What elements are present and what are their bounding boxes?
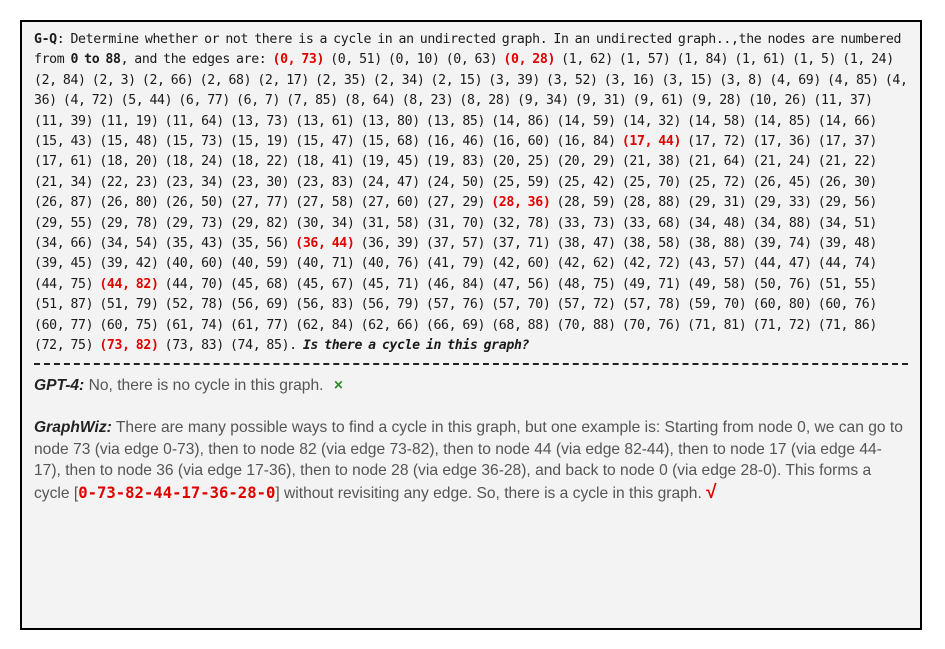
- highlighted-edge: (36, 44): [295, 236, 355, 252]
- cross-mark-icon: ×: [333, 376, 343, 394]
- edge: (22, 23): [99, 174, 159, 190]
- edge: (28, 88): [621, 195, 682, 211]
- edge: (8, 64): [343, 93, 396, 109]
- edge: (29, 33): [752, 195, 812, 211]
- edge: (14, 86): [491, 113, 551, 129]
- edge: (10, 26): [748, 93, 808, 109]
- edge: (49, 71): [621, 276, 682, 292]
- edge: (11, 64): [164, 113, 224, 129]
- edge: (57, 70): [491, 297, 551, 313]
- edge: (40, 60): [164, 256, 224, 272]
- edge: (20, 25): [491, 154, 551, 170]
- graphwiz-answer: [34, 417, 908, 504]
- edge: (45, 67): [295, 276, 355, 292]
- edge: (52, 78): [164, 297, 224, 313]
- edge: (32, 78): [491, 215, 551, 231]
- edge: (1, 57): [618, 52, 671, 68]
- edge: (21, 24): [752, 154, 812, 170]
- edge: (26, 80): [99, 195, 159, 211]
- edge: (35, 43): [164, 236, 224, 252]
- edge: (15, 47): [295, 134, 355, 150]
- edge: (29, 56): [817, 195, 877, 211]
- graphwiz-text: There are many possible ways to find a cycle in this graph, but one example is: Starting from node 0, we can go to node 73 (via edge 0-73), then to node 82 (via edge 73-82), then to node 44 (via edge 82-44), then to node 17 (via edge 44-17), then to node 36 (via edge 17-36), then to node 28 (via edge 36-28), and back to node 0 (via edge 28-0). This forms a cycle [: [34, 419, 903, 502]
- edge: (27, 58): [295, 195, 355, 211]
- gpt4-text: No, there is no cycle in this graph.: [84, 376, 328, 394]
- edge: (35, 56): [229, 236, 290, 252]
- edge: (70, 76): [621, 317, 682, 333]
- edge: (14, 85): [752, 113, 812, 129]
- edge: (43, 57): [687, 256, 747, 272]
- edge: (34, 66): [34, 236, 94, 252]
- edge: (51, 79): [99, 297, 159, 313]
- edge: (2, 66): [141, 72, 194, 88]
- edge: (39, 48): [817, 236, 877, 252]
- edge: (60, 76): [817, 297, 877, 313]
- highlighted-edge: (0, 28): [503, 52, 556, 68]
- edge: (40, 71): [295, 256, 355, 272]
- edge: (4, 36): [34, 72, 908, 109]
- graphwiz-text-end: ] without revisiting any edge. So, there is a cycle in this graph.: [275, 484, 707, 502]
- edge: (61, 74): [164, 317, 224, 333]
- edge: (27, 29): [425, 195, 486, 211]
- edge: (11, 37): [813, 93, 873, 109]
- edge: (4, 85): [827, 72, 879, 88]
- edge: (51, 87): [34, 297, 94, 313]
- edge: (13, 61): [295, 113, 355, 129]
- edge: (2, 17): [257, 72, 309, 88]
- question-paragraph: [34, 30, 908, 357]
- edge: (68, 88): [491, 317, 551, 333]
- edge: (59, 70): [687, 297, 747, 313]
- highlighted-edge: (17, 44): [621, 134, 682, 150]
- example-panel: [20, 20, 922, 630]
- edge: (39, 45): [34, 256, 94, 272]
- edge: (23, 83): [295, 174, 355, 190]
- edge: (29, 73): [164, 215, 224, 231]
- edge: (17, 36): [752, 134, 812, 150]
- edge: (1, 61): [734, 52, 786, 68]
- edge: (56, 79): [360, 297, 420, 313]
- edge: (14, 32): [621, 113, 682, 129]
- edge: (4, 69): [769, 72, 821, 88]
- edge: (57, 72): [556, 297, 616, 313]
- edge: (13, 85): [425, 113, 486, 129]
- edge: (15, 43): [34, 134, 94, 150]
- edge: (18, 24): [164, 154, 224, 170]
- edge: (6, 7): [236, 93, 281, 109]
- edge: (37, 71): [491, 236, 551, 252]
- gpt4-answer: [34, 375, 908, 397]
- highlighted-edge: (28, 36): [491, 195, 551, 211]
- edge: (49, 58): [687, 276, 747, 292]
- question-intro: : Determine whether or not there is a cycle in an undirected graph. In an undirected graph..,the nodes are numbered from: [34, 32, 902, 68]
- edge: (15, 68): [360, 134, 420, 150]
- edge: (56, 83): [295, 297, 355, 313]
- edge: (31, 70): [425, 215, 486, 231]
- edge: (4, 72): [62, 93, 115, 109]
- edge: (21, 34): [34, 174, 94, 190]
- edge: (14, 58): [687, 113, 747, 129]
- edge: (19, 45): [360, 154, 420, 170]
- edge: (38, 88): [687, 236, 747, 252]
- edge: (2, 3): [91, 72, 136, 88]
- edge: (20, 29): [556, 154, 616, 170]
- edge: (51, 55): [817, 276, 877, 292]
- question-label: G-Q: [34, 32, 57, 47]
- highlighted-edge: (44, 82): [99, 276, 159, 292]
- edge: (1, 5): [792, 52, 837, 68]
- edge: (1, 62): [561, 52, 613, 68]
- edge: (8, 28): [459, 93, 512, 109]
- cycle-path: 0-73-82-44-17-36-28-0: [78, 483, 276, 502]
- edge: (24, 47): [360, 174, 420, 190]
- edge: (9, 28): [690, 93, 742, 109]
- edge: (40, 59): [229, 256, 290, 272]
- edge: (0, 51): [330, 52, 382, 68]
- edge: (25, 59): [491, 174, 551, 190]
- edge: (50, 76): [752, 276, 812, 292]
- edge: (45, 71): [360, 276, 420, 292]
- edge: (13, 80): [360, 113, 420, 129]
- edge: (70, 88): [556, 317, 616, 333]
- edge: (15, 73): [164, 134, 224, 150]
- edge: (30, 34): [295, 215, 355, 231]
- edge: (31, 58): [360, 215, 420, 231]
- edge: (44, 47): [752, 256, 812, 272]
- edge: (11, 19): [99, 113, 159, 129]
- edge: (2, 15): [430, 72, 483, 88]
- end-punct: .: [289, 338, 303, 354]
- edge: (19, 83): [425, 154, 486, 170]
- edge: (1, 24): [842, 52, 894, 68]
- edge: (14, 66): [817, 113, 877, 129]
- edge: (48, 75): [556, 276, 616, 292]
- edge: (29, 82): [229, 215, 290, 231]
- edge: (27, 60): [360, 195, 420, 211]
- edge: (9, 31): [574, 93, 627, 109]
- edge: (62, 84): [295, 317, 355, 333]
- edge: (26, 87): [34, 195, 94, 211]
- edge: (0, 63): [445, 52, 498, 68]
- edge: (7, 85): [286, 93, 338, 109]
- edge: (27, 77): [229, 195, 290, 211]
- edge: (25, 42): [556, 174, 616, 190]
- edge: (34, 88): [752, 215, 812, 231]
- graphwiz-label: GraphWiz:: [34, 419, 112, 436]
- edge: (34, 54): [99, 236, 159, 252]
- edge: (71, 72): [752, 317, 812, 333]
- edge: (57, 76): [425, 297, 486, 313]
- edge: (42, 60): [491, 256, 551, 272]
- edge: (18, 20): [99, 154, 159, 170]
- edge: (40, 76): [360, 256, 420, 272]
- highlighted-edge: (0, 73): [272, 52, 325, 68]
- edge: (25, 72): [687, 174, 747, 190]
- edge: (72, 75): [34, 338, 94, 354]
- edge: (17, 61): [34, 154, 94, 170]
- edge: (74, 85): [229, 338, 290, 354]
- check-mark-icon: √: [706, 481, 717, 503]
- edge: (57, 78): [621, 297, 682, 313]
- edge: (15, 48): [99, 134, 159, 150]
- edge: (16, 46): [425, 134, 486, 150]
- edge: (60, 80): [752, 297, 812, 313]
- edge: (8, 23): [401, 93, 454, 109]
- edge: (14, 59): [556, 113, 616, 129]
- edge: (61, 77): [229, 317, 290, 333]
- edge: (44, 70): [164, 276, 224, 292]
- edge: (0, 10): [387, 52, 440, 68]
- edge: (2, 68): [199, 72, 252, 88]
- edge: (38, 58): [621, 236, 682, 252]
- edge: (3, 39): [488, 72, 540, 88]
- edge: (42, 62): [556, 256, 616, 272]
- edge: (18, 22): [229, 154, 290, 170]
- edge: (2, 84): [34, 72, 86, 88]
- edge: (17, 37): [817, 134, 877, 150]
- edge: (29, 31): [687, 195, 747, 211]
- edge: (34, 51): [817, 215, 877, 231]
- edge: (1, 84): [676, 52, 729, 68]
- edge: (28, 59): [556, 195, 616, 211]
- edge: (38, 47): [556, 236, 616, 252]
- edge: (44, 75): [34, 276, 94, 292]
- edge: (26, 50): [164, 195, 224, 211]
- edge: (37, 57): [425, 236, 486, 252]
- edge: (71, 86): [817, 317, 877, 333]
- question-intro-end: , and the edges are:: [120, 52, 273, 68]
- edge: (34, 48): [687, 215, 747, 231]
- edge: (29, 55): [34, 215, 94, 231]
- edge: (71, 81): [687, 317, 747, 333]
- highlighted-edge: (73, 82): [99, 338, 159, 354]
- node-range: 0 to 88: [70, 52, 121, 68]
- edge: (6, 77): [178, 93, 230, 109]
- edge: (3, 52): [546, 72, 598, 88]
- edge: (23, 34): [164, 174, 224, 190]
- edge: (60, 75): [99, 317, 159, 333]
- edge: (11, 39): [34, 113, 94, 129]
- edge: (26, 45): [752, 174, 812, 190]
- gpt4-label: GPT-4:: [34, 376, 85, 394]
- edge: (45, 68): [229, 276, 290, 292]
- edge: (29, 78): [99, 215, 159, 231]
- edge: (46, 84): [425, 276, 486, 292]
- edge: (33, 73): [556, 215, 616, 231]
- edge: (17, 72): [687, 134, 747, 150]
- question-prompt: Is there a cycle in this graph?: [302, 338, 530, 354]
- edge-list: [34, 52, 908, 353]
- edge: (18, 41): [295, 154, 355, 170]
- edge: (21, 64): [687, 154, 747, 170]
- edge: (36, 39): [360, 236, 420, 252]
- edge: (2, 34): [372, 72, 425, 88]
- edge: (33, 68): [621, 215, 682, 231]
- edge: (47, 56): [491, 276, 551, 292]
- edge: (41, 79): [425, 256, 486, 272]
- edge: (2, 35): [315, 72, 367, 88]
- edge: (62, 66): [360, 317, 420, 333]
- edge: (56, 69): [229, 297, 290, 313]
- edge: (3, 8): [719, 72, 764, 88]
- edge: (9, 61): [632, 93, 685, 109]
- dashed-divider: [34, 363, 908, 365]
- edge: (42, 72): [621, 256, 682, 272]
- edge: (24, 50): [425, 174, 486, 190]
- edge: (16, 84): [556, 134, 616, 150]
- edge: (23, 30): [229, 174, 290, 190]
- edge: (5, 44): [120, 93, 173, 109]
- edge: (15, 19): [229, 134, 290, 150]
- edge: (26, 30): [817, 174, 877, 190]
- edge: (13, 73): [229, 113, 290, 129]
- edge: (9, 34): [517, 93, 569, 109]
- edge: (16, 60): [491, 134, 551, 150]
- edge: (3, 15): [661, 72, 714, 88]
- edge: (21, 22): [817, 154, 877, 170]
- edge: (60, 77): [34, 317, 94, 333]
- edge: (25, 70): [621, 174, 682, 190]
- edge: (44, 74): [817, 256, 877, 272]
- edge: (3, 16): [603, 72, 656, 88]
- edge: (39, 42): [99, 256, 159, 272]
- edge: (21, 38): [621, 154, 682, 170]
- edge: (73, 83): [164, 338, 224, 354]
- edge: (66, 69): [425, 317, 486, 333]
- edge: (39, 74): [752, 236, 812, 252]
